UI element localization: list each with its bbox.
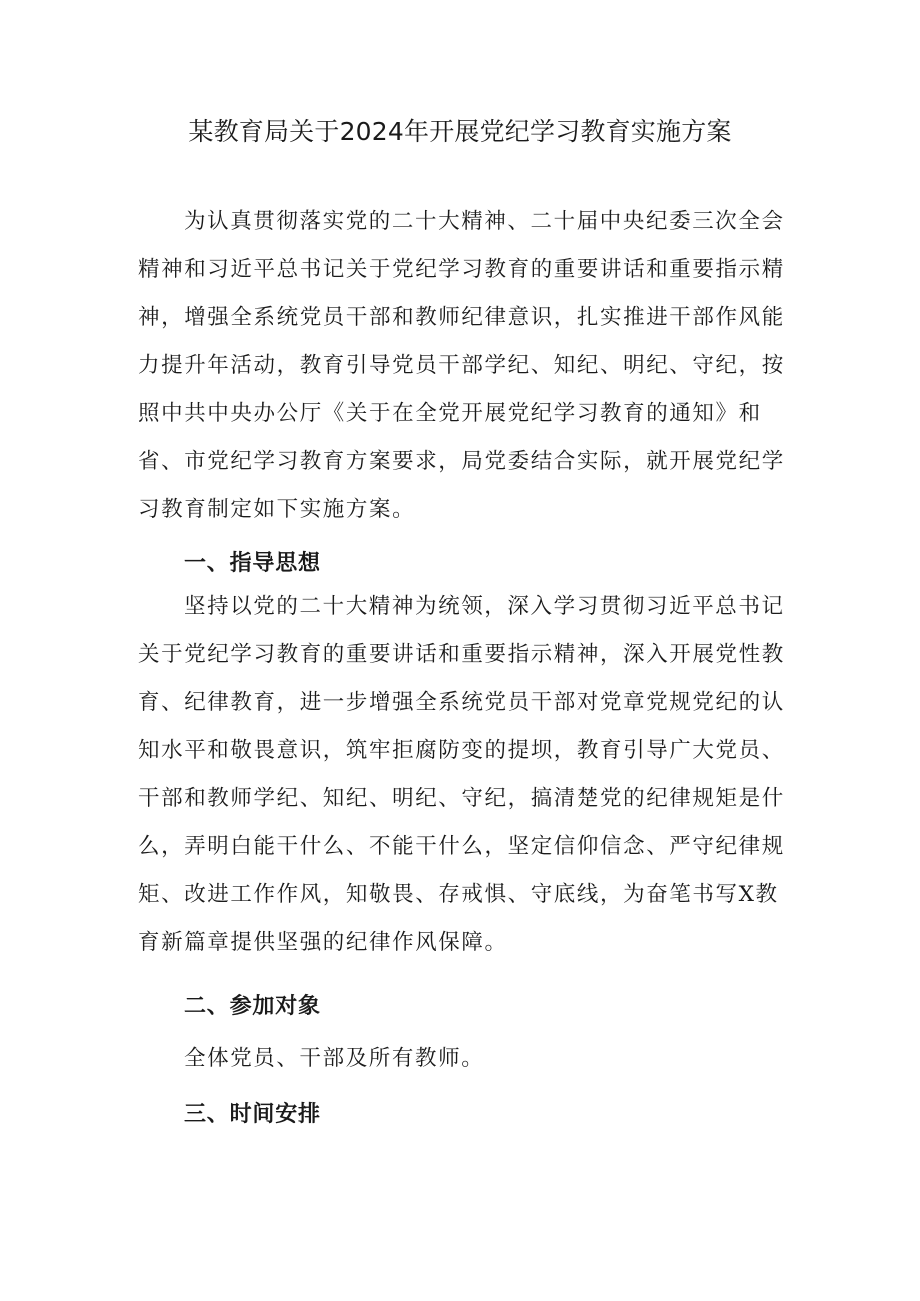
section-heading-schedule: 三、时间安排	[184, 1102, 321, 1127]
section-heading-guiding-ideology: 一、指导思想	[184, 551, 321, 576]
section-heading-participants: 二、参加对象	[184, 994, 321, 1019]
document-title: 某教育局关于2024年开展党纪学习教育实施方案	[188, 117, 732, 146]
intro-paragraph: 为认真贯彻落实党的二十大精神、二十届中央纪委三次全会精神和习近平总书记关于党纪学习教育的重要讲话和重要指示精神，增强全系统党员干部和教师纪律意识，扎实推进干部作风能力提升年活动，教育引导党员干部学纪、知纪、明纪、守纪，按照中共中央办公厅《关于在全党开展党纪学习教育的通知》和省、市党纪学习教育方案要求，局党委结合实际，就开展党纪学习教育制定如下实施方案。	[138, 209, 785, 522]
section-body-guiding-ideology: 坚持以党的二十大精神为统领，深入学习贯彻习近平总书记关于党纪学习教育的重要讲话和重要指示精神，深入开展党性教育、纪律教育，进一步增强全系统党员干部对党章党规党纪的认知水平和敬畏意识，筑牢拒腐防变的提坝，教育引导广大党员、干部和教师学纪、知纪、明纪、守纪，搞清楚党的纪律规矩是什么，弄明白能干什么、不能干什么，坚定信仰信念、严守纪律规矩、改进工作作风，知敬畏、存戒惧、守底线，为奋笔书写X教育新篇章提供坚强的纪律作风保障。	[138, 594, 785, 955]
section-body-participants: 全体党员、干部及所有教师。	[184, 1046, 485, 1071]
